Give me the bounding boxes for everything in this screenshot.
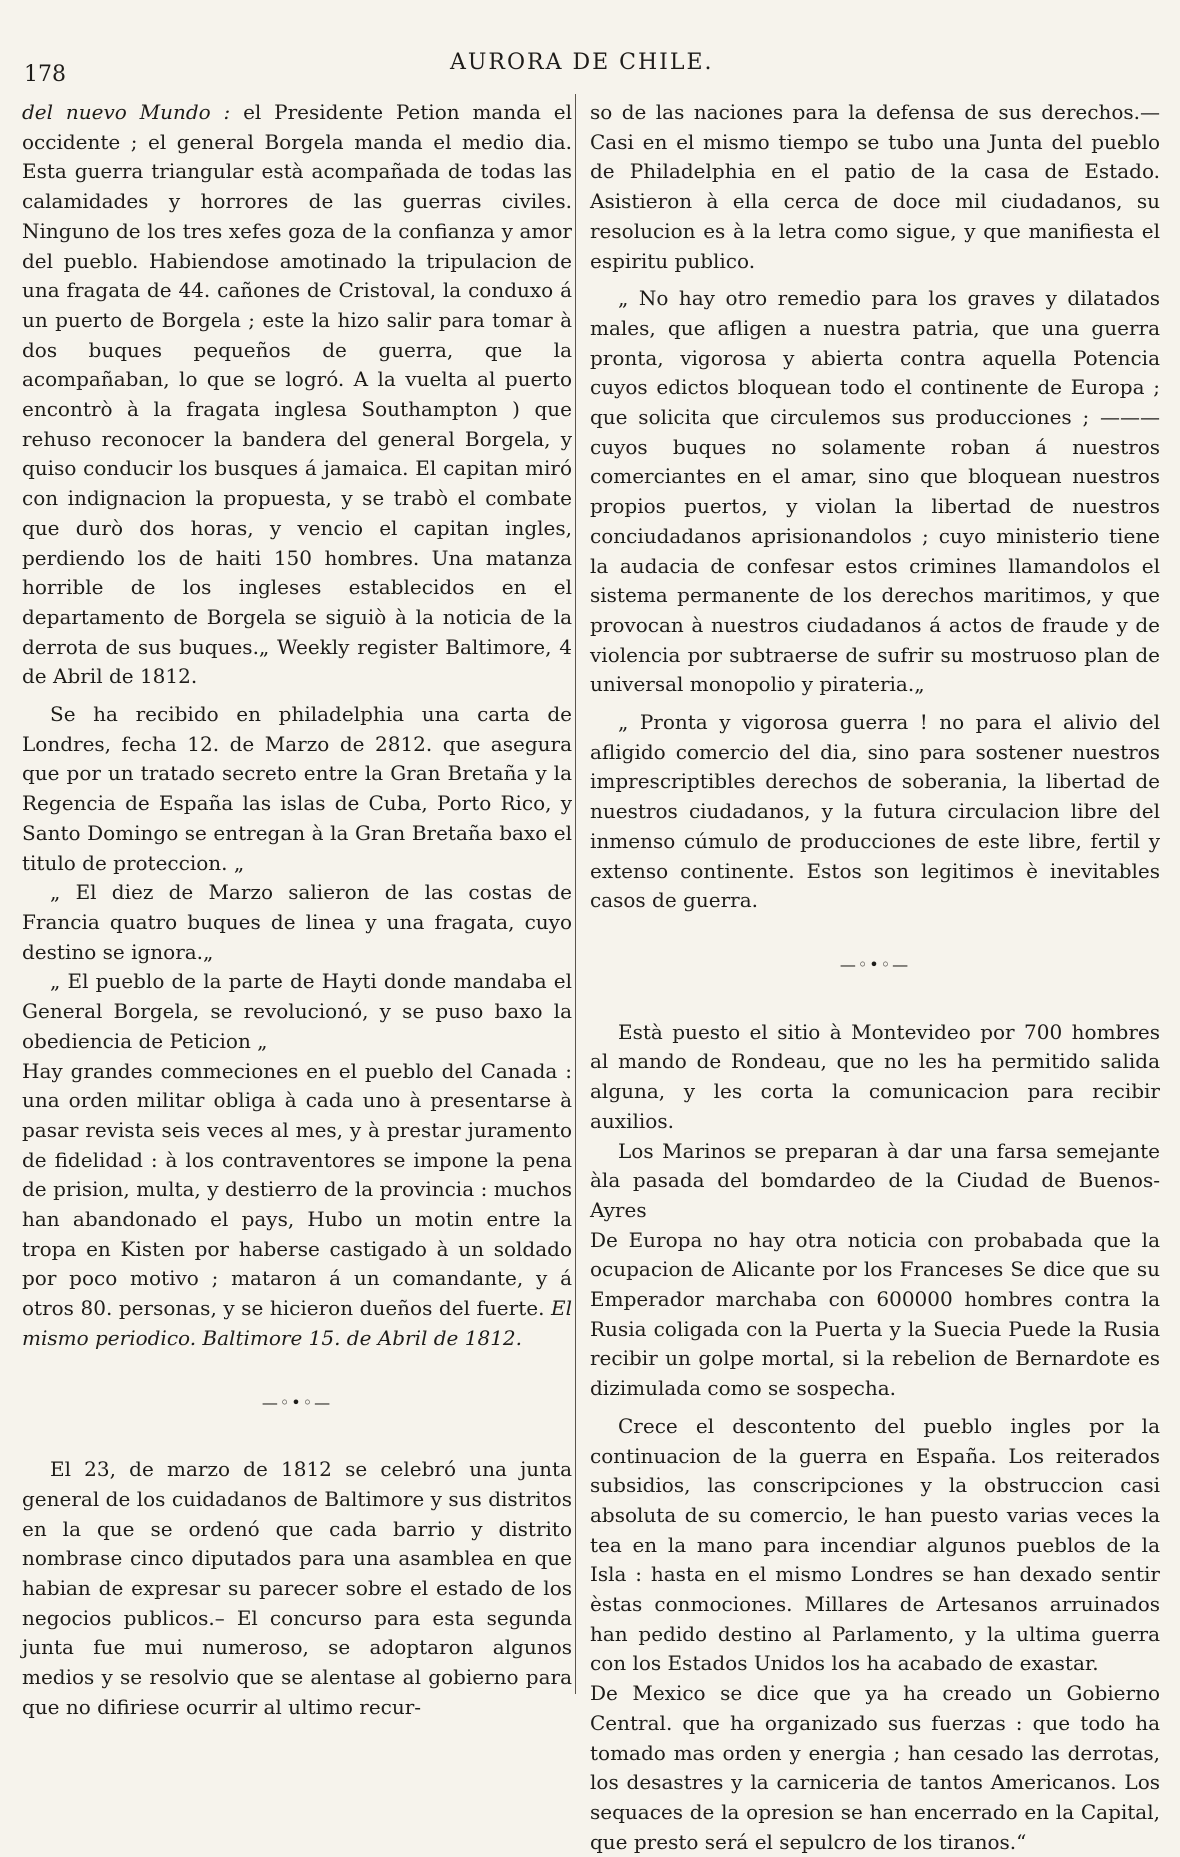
article-canada-source: El mismo periodico. Baltimore 15. de Abril de 1812. (22, 1296, 573, 1350)
article-france-ships: „ El diez de Marzo salieron de las costas de Francia quatro buques de linea y una fragata, cuyo destino se ignora.„ (22, 880, 572, 964)
section-ornament: —◦•◦— (261, 1392, 333, 1412)
article-haiti (22, 98, 572, 692)
article-hayti-revolt: „ El pueblo de la parte de Hayti donde mandaba el General Borgela, se revolucionó, y se puso baxo la obediencia de Peticion „ (22, 969, 572, 1053)
article-london-letter: Se ha recibido en philadelphia una carta de Londres, fecha 12. de Marzo de 2812. que asegura que por un tratado secreto entre la Gran Bretaña y la Regencia de España las islas de Cuba, Porto Rico, y Santo Domingo se entregan à la Gran Bretaña baxo el titulo de proteccion. „ (22, 702, 572, 875)
article-marinos: Los Marinos se preparan à dar una farsa semejante àla pasada del bomdardeo de la Ciudad de Buenos-Ayres (590, 1138, 1160, 1222)
article-haiti-lead: del nuevo Mundo : (22, 100, 231, 124)
article-canada (22, 1057, 572, 1354)
article-baltimore-junta: El 23, de marzo de 1812 se celebró una junta general de los cuidadanos de Baltimore y sus distritos en la que se ordenó que cada barrio y distrito nombrase cinco diputados para una asamblea en que habian de expresar su parecer sobre el estado de los negocios publicos.– El concurso para esta segunda junta fue mui numeroso, se adoptaron algunos medios y se resolvio que se alentase al gobierno para que no difiriese ocurrir al ultimo recur- (22, 1457, 572, 1719)
page-header (0, 44, 1180, 87)
right-column (590, 98, 1160, 1857)
article-montevideo: Està puesto el sitio à Montevideo por 700 hombres al mando de Rondeau, que no les ha permitido salida alguna, y les corta la comunicacion para recibir auxilios. (590, 1019, 1160, 1133)
left-column (22, 98, 572, 1723)
quote-war-resolution: „ No hay otro remedio para los graves y dilatados males, que afligen a nuestra patria, que una guerra pronta, vigorosa y abierta contra aquella Potencia cuyos edictos bloquean todo el continente de Europa ; que solicita que circulemos sus producciones ; ——— cuyos buques no solamente roban á nuestros comerciantes en el amar, sino que bloquean nuestros propios puertos, y violan la libertad de nuestros conciudadanos aprisionandolos ; cuyo ministerio tiene la audacia de confesar estos crimines llamandolos el sistema permanente de los derechos maritimos, y que provocan à nuestros ciudadanos á actos de fraude y de violencia por subtraerse de sufrir su mostruoso plan de universal monopolio y pirateria.„ (590, 286, 1160, 697)
article-canada-text: Hay grandes commeciones en el pueblo del Canada : una orden militar obliga à cada uno à presentarse à pasar revista seis veces al mes, y à prestar juramento de fidelidad : à los contraventores se impone la pena de prision, multa, y destierro de la provincia : muchos han abandonado el pays, Hubo un motin entre la tropa en Kisten por haberse castigado à un soldado por poco motivo ; mataron á un comandante, y á otros 80. personas, y se hicieron dueños del fuerte. (22, 1058, 572, 1321)
page-number: 178 (24, 62, 66, 87)
column-divider (575, 94, 576, 1694)
section-ornament-right: —◦•◦— (839, 954, 911, 974)
article-philadelphia: so de las naciones para la defensa de sus derechos.— Casi en el mismo tiempo se tubo una Junta del pueblo de Philadelphia en el patio de la casa de Estado. Asistieron à ella cerca de doce mil ciudadanos, su resolucion es à la letra como sigue, y que manifiesta el espiritu publico. (590, 100, 1160, 273)
article-mexico: De Mexico se dice que ya ha creado un Gobierno Central. que ha organizado sus fuerzas : que todo ha tomado mas orden y energia ; han cesado las derrotas, los desastres y la carniceria de tantos Americanos. Los sequaces de la opresion se han encerrado en la Capital, que presto será el sepulcro de los tiranos.“ (590, 1681, 1160, 1854)
article-england: Crece el descontento del pueblo ingles por la continuacion de la guerra en España. Los reiterados subsidios, las conscripciones y la obstruccion casi absoluta de su comercio, le han puesto varias veces la tea en la mano para incendiar algunos pueblos de la Isla : hasta en el mismo Londres se han dexado sentir èstas conmociones. Millares de Artesanos arruinados han pedido destino al Parlamento, y la ultima guerra con los Estados Unidos los ha acabado de exastar. (590, 1413, 1160, 1676)
quote-war-call: „ Pronta y vigorosa guerra ! no para el alivio del afligido comercio del dia, sino para sostener nuestros imprescriptibles derechos de soberania, la libertad de nuestros ciudadanos, y la futura circulacion libre del inmenso cúmulo de producciones de este libre, fertil y extenso continente. Estos son legitimos è inevitables casos de guerra. (590, 710, 1160, 913)
article-europa: De Europa no hay otra noticia con probabada que la ocupacion de Alicante por los Franceses Se dice que su Emperador marchaba con 600000 hombres contra la Rusia coligada con la Puerta y la Suecia Puede la Rusia recibir un golpe mortal, si la rebelion de Bernardote es dizimulada como se sospecha. (590, 1227, 1160, 1401)
running-title: AURORA DE CHILE. (450, 50, 714, 75)
article-haiti-text: el Presidente Petion manda el occidente ; el general Borgela manda el medio dia. Esta guerra triangular està acompañada de todas las calamidades y horrores de las guerras civiles. Ninguno de los tres xefes goza de la confianza y amor del pueblo. Habiendose amotinado la tripulacion de una fragata de 44. cañones de Cristoval, la conduxo á un puerto de Borgela ; este la hizo salir para tomar à dos buques pequeños de guerra, que la acompañaban, lo que se logró. A la vuelta al puerto encontrò à la fragata inglesa Southampton ) que rehuso reconocer la bandera del general Borgela, y quiso conducir los busques á jamaica. El capitan miró con indignacion la propuesta, y se trabò el combate que durò dos horas, y vencio el capitan ingles, perdiendo los de haiti 150 hombres. Una matanza horrible de los ingleses establecidos en el departamento de Borgela se siguiò à la noticia de la derrota de sus buques.„ Weekly register Baltimore, 4 de Abril de 1812. (22, 100, 572, 689)
